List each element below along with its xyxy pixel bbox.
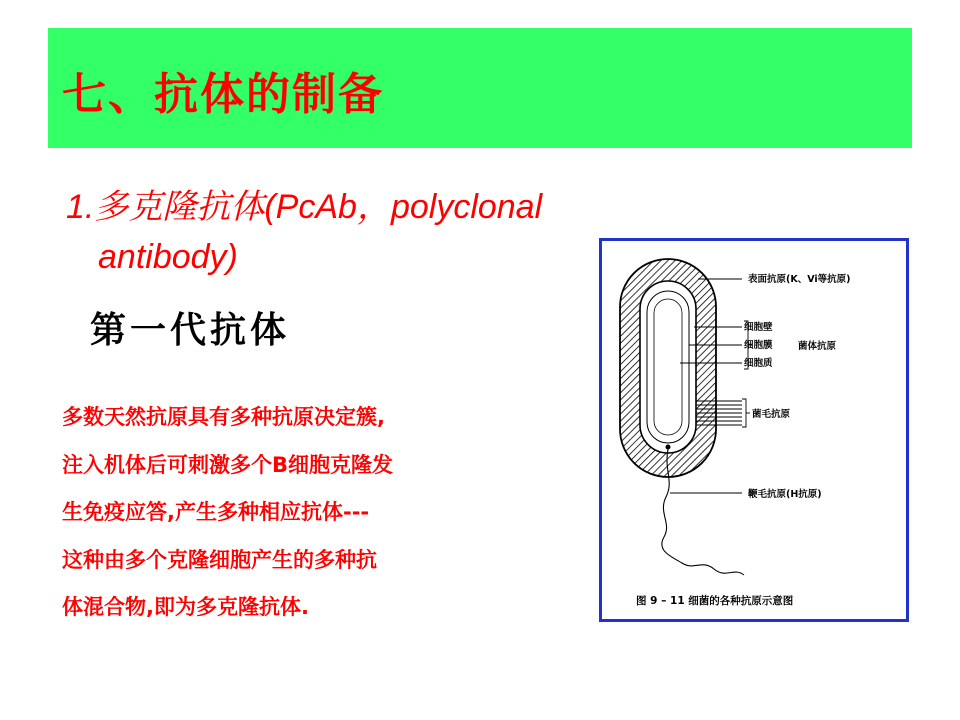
bacteria-diagram xyxy=(602,241,906,619)
description-line: 注入机体后可刺激多个B细胞克隆发 xyxy=(62,452,394,477)
label-flagella-antigen: 鞭毛抗原(H抗原) xyxy=(748,489,822,500)
label-surface-antigen: 表面抗原(K、Vi等抗原) xyxy=(748,274,851,285)
section-heading-line2: antibody) xyxy=(98,238,238,276)
label-somatic-antigen xyxy=(754,338,836,352)
pili xyxy=(696,401,742,425)
description-line: 体混合物,即为多克隆抗体. xyxy=(62,595,309,619)
figure-caption: 图 9 – 11 细菌的各种抗原示意图 xyxy=(636,595,794,607)
label-somatic-antigen-text: 菌体抗原 xyxy=(798,341,837,352)
slide-title: 七、抗体的制备 xyxy=(62,69,384,120)
description-line: 多数天然抗原具有多种抗原决定簇, xyxy=(62,405,385,429)
description-paragraph xyxy=(62,394,582,632)
section-heading-line1: 1.多克隆抗体(PcAb，polyclonal xyxy=(66,188,543,226)
generation-label: 第一代抗体 xyxy=(90,310,291,351)
label-cell-membrane: 细胞膜 xyxy=(744,340,773,351)
label-cell-wall: 细胞壁 xyxy=(744,322,773,333)
description-line: 这种由多个克隆细胞产生的多种抗 xyxy=(62,547,377,572)
label-pili-antigen: 菌毛抗原 xyxy=(752,409,791,420)
label-cytoplasm: 细胞质 xyxy=(744,358,773,369)
basal-body xyxy=(666,445,671,450)
cytoplasm xyxy=(654,299,682,435)
description-line: 生免疫应答,产生多种相应抗体--- xyxy=(62,500,370,524)
bacteria-antigen-figure xyxy=(599,238,909,622)
